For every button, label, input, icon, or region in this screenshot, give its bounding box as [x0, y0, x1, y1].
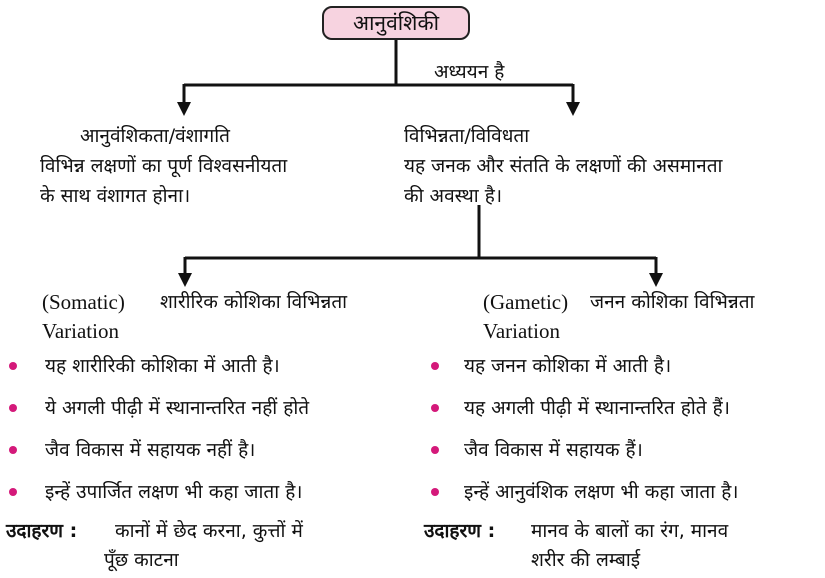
heredity-title: आनुवंशिकता/वंशागति — [80, 125, 230, 147]
gametic-latin-2: Variation — [483, 319, 560, 343]
somatic-example-1: कानों में छेद करना, कुत्तों में — [115, 520, 303, 542]
root-label: आनुवंशिकी — [352, 11, 440, 35]
bullet-icon — [9, 404, 17, 412]
gametic-example-label: उदाहरण : — [424, 520, 496, 542]
variation-desc-2: की अवस्था है। — [404, 185, 503, 207]
somatic-example-2: पूँछ काटना — [104, 549, 179, 571]
bullet-icon — [431, 446, 439, 454]
gametic-point-4: इन्हें आनुवंशिक लक्षण भी कहा जाता है। — [464, 481, 739, 503]
somatic-example-label: उदाहरण : — [6, 520, 78, 542]
bullet-icon — [9, 488, 17, 496]
root-node — [322, 6, 470, 40]
arrow-gametic — [649, 273, 663, 287]
somatic-point-2: ये अगली पीढ़ी में स्थानान्तरित नहीं होते — [45, 397, 310, 419]
somatic-latin-1: (Somatic) — [42, 290, 125, 314]
somatic-point-1: यह शारीरिकी कोशिका में आती है। — [45, 355, 280, 377]
arrow-somatic — [178, 273, 192, 287]
edge-label: अध्ययन है — [434, 61, 505, 83]
heredity-desc-2: के साथ वंशागत होना। — [40, 185, 191, 207]
bullet-icon — [431, 362, 439, 370]
gametic-point-1: यह जनन कोशिका में आती है। — [464, 355, 672, 377]
somatic-hindi: शारीरिक कोशिका विभिन्नता — [160, 291, 348, 313]
arrow-heredity — [177, 102, 191, 116]
gametic-latin-1: (Gametic) — [483, 290, 569, 314]
heredity-desc-1: विभिन्न लक्षणों का पूर्ण विश्वसनीयता — [40, 155, 288, 177]
bullet-icon — [9, 446, 17, 454]
variation-title: विभिन्नता/विविधता — [404, 125, 530, 147]
variation-desc-1: यह जनक और संतति के लक्षणों की असमानता — [404, 155, 723, 177]
bullet-icon — [9, 362, 17, 370]
gametic-point-3: जैव विकास में सहायक हैं। — [464, 439, 643, 461]
bullet-icon — [431, 488, 439, 496]
gametic-hindi: जनन कोशिका विभिन्नता — [590, 291, 755, 313]
somatic-point-4: इन्हें उपार्जित लक्षण भी कहा जाता है। — [45, 481, 303, 503]
gametic-example-1: मानव के बालों का रंग, मानव — [531, 520, 729, 542]
somatic-point-3: जैव विकास में सहायक नहीं है। — [45, 439, 256, 461]
gametic-point-2: यह अगली पीढ़ी में स्थानान्तरित होते हैं। — [464, 397, 730, 419]
gametic-example-2: शरीर की लम्बाई — [531, 549, 641, 571]
somatic-latin-2: Variation — [42, 319, 119, 343]
arrow-variation — [566, 102, 580, 116]
bullet-icon — [431, 404, 439, 412]
